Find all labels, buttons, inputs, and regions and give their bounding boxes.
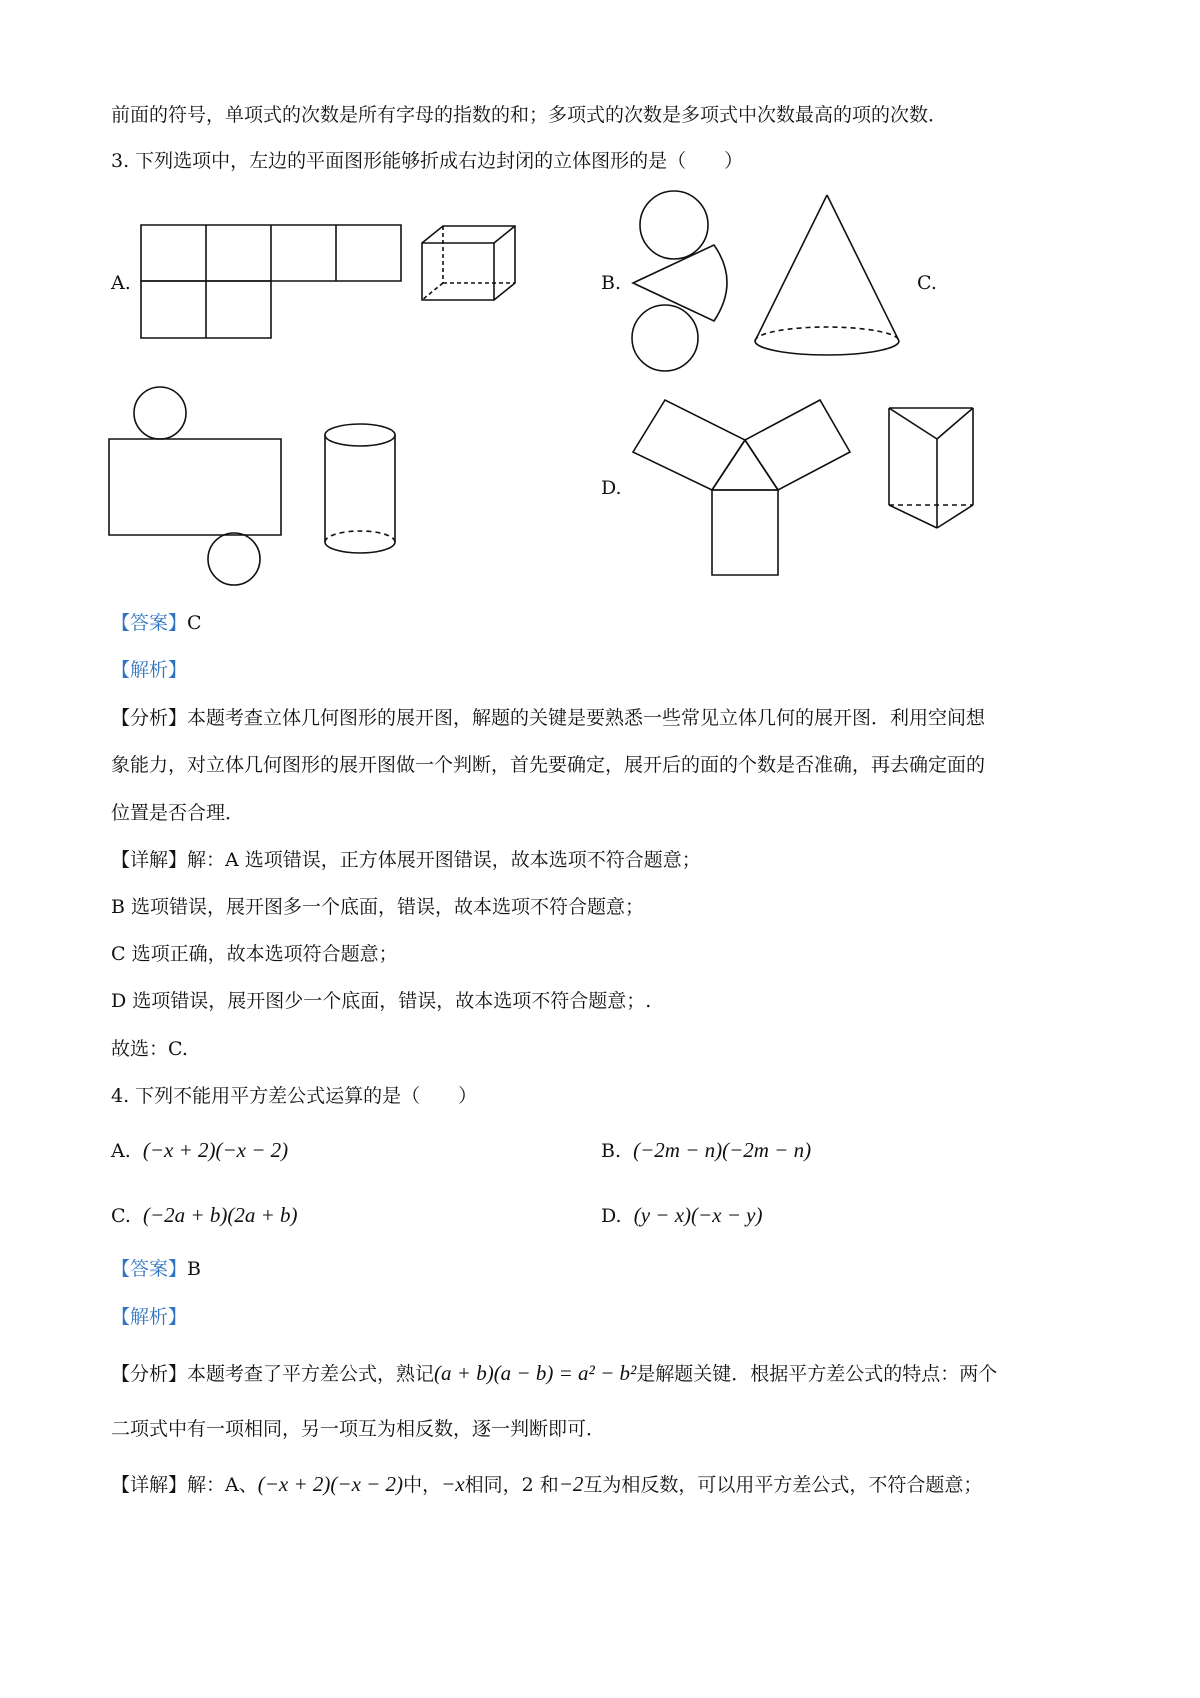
cylinder-net-figure <box>108 386 283 586</box>
q3-conclusion: 故选：C. <box>111 1038 188 1060</box>
q4-analysis-line-2: 二项式中有一项相同，另一项互为相反数，逐一判断即可． <box>111 1418 606 1440</box>
detail-text: 解：A、 <box>187 1474 258 1496</box>
analysis-tag: 【分析】 <box>111 707 188 729</box>
detail-text: 中， <box>403 1474 442 1496</box>
formula: (a + b)(a − b) = a² − b² <box>434 1361 637 1385</box>
detail-neg-x: −x <box>441 1472 465 1496</box>
analysis-text: 本题考查了平方差公式，熟记 <box>187 1363 435 1385</box>
cube-figure <box>421 225 517 303</box>
analysis-text: 是解题关键．根据平方差公式的特点：两个 <box>636 1363 998 1385</box>
option-label: A. <box>111 1140 131 1162</box>
option-expr: (−x + 2)(−x − 2) <box>142 1138 289 1162</box>
q4-option-d <box>601 1202 762 1229</box>
q3-analysis-line-2: 象能力，对立体几何图形的展开图做一个判断，首先要确定，展开后的面的个数是否准确，再去确定面的 <box>111 754 986 776</box>
jiexi-tag: 【解析】 <box>111 1306 188 1328</box>
option-label: D. <box>601 1205 622 1227</box>
q3-detail-line-1 <box>111 847 701 873</box>
q4-detail-line-1 <box>111 1471 982 1498</box>
q3-label-d: D. <box>601 477 622 499</box>
option-label: B. <box>601 1140 622 1162</box>
q3-detail-line-3: C 选项正确，故本选项符合题意； <box>111 943 398 965</box>
option-label: C. <box>111 1205 131 1227</box>
option-expr: (−2a + b)(2a + b) <box>143 1203 298 1227</box>
detail-neg-2: −2 <box>558 1472 584 1496</box>
prism-net-figure <box>632 396 852 578</box>
q3-stem: 3. 下列选项中，左边的平面图形能够折成右边封闭的立体图形的是（ ） <box>111 150 744 172</box>
detail-expr: (−x + 2)(−x − 2) <box>257 1472 404 1496</box>
cone-figure <box>750 193 902 363</box>
answer-value: C <box>187 612 202 634</box>
q3-detail-line-4: D 选项错误，展开图少一个底面，错误，故本选项不符合题意；. <box>111 990 652 1012</box>
analysis-tag: 【分析】 <box>111 1363 188 1385</box>
q4-option-a <box>111 1137 288 1164</box>
detail-text: 互为相反数，可以用平方差公式，不符合题意； <box>583 1474 983 1496</box>
q4-stem: 4. 下列不能用平方差公式运算的是（ ） <box>111 1085 478 1107</box>
q4-option-c <box>111 1202 298 1229</box>
option-expr: (−2m − n)(−2m − n) <box>633 1138 812 1162</box>
q3-analysis-line-3: 位置是否合理． <box>111 802 245 824</box>
prism-figure <box>887 406 975 530</box>
answer-tag: 【答案】 <box>111 1258 188 1280</box>
detail-tag: 【详解】 <box>111 1474 188 1496</box>
cone-net-figure <box>628 190 746 372</box>
answer-value: B <box>187 1258 201 1280</box>
q4-answer <box>111 1256 201 1282</box>
detail-text: 解：A 选项错误，正方体展开图错误，故本选项不符合题意； <box>187 849 701 871</box>
q3-label-b: B. <box>601 272 622 294</box>
q3-label-c: C. <box>917 272 937 294</box>
q3-jiexi <box>111 657 187 683</box>
option-expr: (y − x)(−x − y) <box>633 1203 763 1227</box>
cylinder-figure <box>323 423 397 557</box>
intro-line: 前面的符号，单项式的次数是所有字母的指数的和；多项式的次数是多项式中次数最高的项的次数． <box>111 104 948 126</box>
q3-label-a: A. <box>111 272 131 294</box>
jiexi-tag: 【解析】 <box>111 659 188 681</box>
cube-net-figure <box>140 223 404 341</box>
q3-answer <box>111 610 202 636</box>
q3-detail-line-2: B 选项错误，展开图多一个底面，错误，故本选项不符合题意； <box>111 896 645 918</box>
q4-jiexi <box>111 1304 187 1330</box>
q4-option-b <box>601 1137 811 1164</box>
detail-text: 相同，2 和 <box>464 1474 559 1496</box>
analysis-text: 本题考查立体几何图形的展开图，解题的关键是要熟悉一些常见立体几何的展开图．利用空间想 <box>187 707 986 729</box>
q3-analysis-line-1 <box>111 705 985 731</box>
detail-tag: 【详解】 <box>111 849 188 871</box>
answer-tag: 【答案】 <box>111 612 188 634</box>
q4-analysis-line-1 <box>111 1360 997 1387</box>
